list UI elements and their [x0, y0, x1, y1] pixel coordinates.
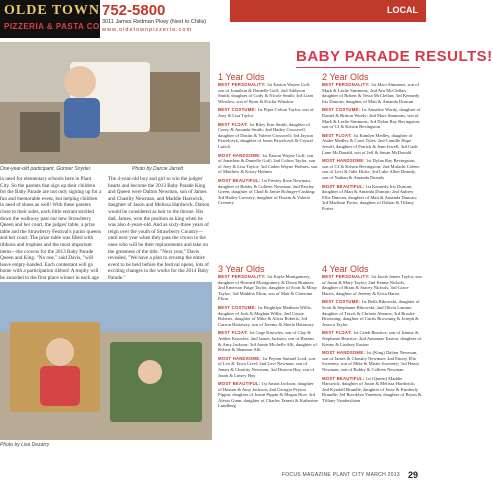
page-footer [0, 470, 426, 480]
result-entry: BEST COSTUME: 1st Annalise Wordy, daughter of Daniel & Britton Wordy; 2nd Maci Simmons, son of Mark & Leslie Simmons; 3rd Dylan Ray Bevingston, son of CJ & Kristin Bevingston [322, 107, 421, 130]
result-entry: MOST HANDSOME: 1st (King) Dalton Newman, son of James & Chastity Newman; 2nd Emery Ello Sweeney, son of Mike & Mistie Sweeney; 3rd Henry Newman, son of Bobby & Colleen Newman [322, 350, 420, 372]
photo-gunner-snyder [0, 42, 210, 164]
result-entry: MOST HANDSOME: 1st Peyton Samuel Lord, son of Leo & Tawa Creel; 2nd Levi Newman, son of James & Chastity Newman; 3rd Deacon Hay, son of Jason & Linsey Hay [218, 355, 316, 378]
footer-label: FOCUS MAGAZINE PLANT CITY MARCH 2013 [281, 472, 400, 478]
photo1-caption: One-year-old participant, Gunner Snyder. [0, 166, 92, 172]
page-title: BABY PARADE RESULTS! [296, 48, 493, 65]
title-underline [296, 67, 420, 68]
photo-illustration [0, 42, 210, 164]
result-entry: MOST BEAUTIFUL: 1st (Queen) Maddie Harswick, daughter of Jason & Melissa Hardwick; 2nd Kyndall Brundle, daughter of Jesse & Kimberly Brundle; 3rd Brooklyn Vanetten, daughter of Bryan & Tiffany Vanderslaien [322, 375, 422, 403]
ad-phone: 752-5800 [102, 2, 166, 19]
photo2-credit: Photo by Lisa Dezarry [0, 442, 50, 448]
result-entry: MOST HANDSOME: 1st Dylan Ray Bevingston, son of CJ & Kristin Bevingston; 2nd Malachi Cohen, son of Levi & Julie Hicks; 3rd Luke Allen Deaudy, son of Nathan & Amanda Deaudy [322, 158, 420, 180]
results-heading: 4 Year Olds [322, 264, 369, 274]
ad-website: www.oldetownpizzeria.com [102, 27, 193, 33]
photo2-illustration [0, 282, 212, 440]
result-entry: BEST FLOAT: 1st Riley Erin Smith, daughter of Corey & Amanda Smith; 2nd Hailey Crosswell, daughter of Dustin & Valerie Crosswell; 3rd Jayson Pawelczyk, daughter of Jason Pawelczyk & Crystal Lutich [218, 121, 313, 149]
result-entry: BEST PERSONALITY: 1st Maci Simmons, son of Mark & Leslie Simmons; 2nd Ava McClellan, daughter of Robert & Tessa McClellan; 3rd Kennedy Iris Duncan, daughter of Matt & Amanda Duncan [322, 82, 420, 104]
result-entry: BEST COSTUME: 1st Piper Colton Taylor, son of Joey & Lisa Taylor [218, 107, 314, 118]
page-number: 29 [407, 470, 418, 480]
result-entry: MOST BEAUTIFUL: 1st Amari Jackson, daughter of Hassan & Amy Jackson; 2nd Georgia Peyton Pippin, daughter of Justin Pippin & Megan Rice; 3rd Alexis Gunn, daughter of Charles Tarnett & Katherine Lundberg [218, 381, 318, 409]
result-entry: BEST PERSONALITY: 1st Jacob James Taylor, son of Jason & Mary Taylor; 2nd Kenna Nichols, daughter of Brian & Stacey Nichols; 3rd Grace Harris, daughter of Jeremy & Erica Harris [322, 274, 422, 296]
result-entry: BEST FLOAT: 1st Gage Knowles, son of Clay & Amber Knowles; 2nd James Jackson, son of Hassan & Amy Jackson; 3rd Annie Michelle Alli, daughter of Robert & Shannon Alli [218, 330, 317, 353]
results-heading: 2 Year Olds [322, 72, 369, 82]
result-entry: BEST COSTUME: 1st Bella Bikowski, daughter of Scott & Stephanie Bikowski; 2nd Olivia Lamine, daughter of Travis & Christie Abrams; 3rd Brooke Browning, daughter of Curtis Browning & Joseph & Jessica Taylor [322, 299, 420, 327]
results-4yr [322, 264, 422, 406]
photo1-credit: Photo by Darcie Jarrett [132, 166, 184, 172]
article-col1: in need for elementary schools here in Plant City. So the parents that sign up their children for the Baby Parade are not only signing up for a fun and memorable event, but helping children in need of shoes as well! With these parents close to their sides, each little entrant strolled down the walkway past our new Strawberry Queen and her court, the judges' table, a prize table and the Strawberry Festival's junior queens and her court. The prize table was filled with ribbons and trophies and the most important items—the crowns for the 2013 Baby Parade Queen and King. "No one," said Davis, "will leave empty-handed. Each contestant will go home with a participation ribbon! A trophy will be awarded to the first place winner in each age [0, 176, 102, 281]
result-entry: MOST HANDSOME: 1st Easton Wayne Goff, son of Jonathon & Danielle Goff; 2nd Colton Taylor, son of Joey & Lisa Taylor; 3rd Caden Wayne Holmes, son of Matthew & Kristy Holmes [218, 152, 318, 175]
ad-logo [0, 0, 100, 38]
ad-logo-line2: PIZZERIA & PASTA CO [4, 22, 100, 31]
photo-parade [0, 282, 212, 440]
article-col2: The 4-year-old boy and girl to win the judges' hearts and become the 2013 Baby Parade King and Queen were Dalton Newman, son of James and Chastity Newman, and Maddie Harswick, daughter of Jason and Melissa Hardwick. Dalton would be considered as heir to the throne. His dad, James, won the position as king when he was also 4-years-old. And as sixty-three years of reign over the youth of Strawberry Country—until next year when they pass the crown to the ones who will be their replacements and take on the greatness of the title. "Next year," Davis revealed, "We have a plan to revamp the entire event to be held before the festival opens, lots of exciting changes in the works for the 2014 Baby Parade." [108, 176, 210, 281]
result-entry: BEST FLOAT: 1st Caleb Beatrice, son of Jimmy & Stephanie Beatrice; 2nd Annamae Easton, daughter of Kenny & Lindsey Easton [322, 330, 422, 347]
results-2yr [322, 72, 422, 214]
ad-address: 3011 James Redman Pkwy (Next to Chilis) [102, 19, 207, 25]
result-entry: BEST COSTUME: 1st Brightlyn Madison Willis, daughter of Josh & Meghan Willis; 2nd Cassie Roberts, daughter of Mike & Alicia Roberts; 3rd Carson Hattaway, son of Jeremy & Sheila Hattaway [218, 304, 314, 327]
results-heading: 3 Year Olds [218, 264, 265, 274]
results-heading: 1 Year Olds [218, 72, 265, 82]
result-entry: BEST FLOAT: 1st Kamlyn Medley, daughter of Andre Medley & Cassi Tyler; 2nd Camille Hope Jewell, daughter of Patrick & Jenn Jewell; 3rd Cade Lane McDonald, son of Jeff & Susan McDonald [322, 132, 418, 155]
result-entry: MOST BEAUTIFUL: 1st Presley Rose Newman, daughter of Bobby & Colleen Newman; 2nd Paisley Green, daughter of Chad & Jamie Bolinger-Cushing; 3rd Hailey Cressery, daughter of Dustin & Valerie Cressery [218, 177, 316, 206]
ad-logo-line1: OLDE TOWN [4, 3, 101, 18]
results-3yr [218, 264, 318, 412]
section-bar [230, 0, 426, 22]
result-entry: BEST PERSONALITY: 1st Kayla Montgomery, daughter of Howard Montgomery & Dawn Brunner; 2nd Emerson Paige Taylor, daughter of Scott & Misty Taylor; 3rd Maddox Elton, son of Matt & Christina Elton [218, 274, 318, 302]
result-entry: MOST BEAUTIFUL: 1st Kennedy Iris Duncan, daughter of Matt & Amanda Duncan; 2nd Aubrey Ellis Duncan, daughter of Matt & Amanda Duncan; 3rd Madison Porter, daughter of Dalton & Tiffany Porter [322, 183, 417, 211]
result-entry: BEST PERSONALITY: 1st Easton Wayne Goff, son of Jonathon & Danielle Goff; 2nd Addyson Smith, daughter of Cody & Nicole Smith; 3rd Liam Winslow, son of Ryan & Ericka Winslow [218, 82, 314, 104]
results-1yr [218, 72, 318, 209]
section-tag: LOCAL [387, 5, 418, 15]
